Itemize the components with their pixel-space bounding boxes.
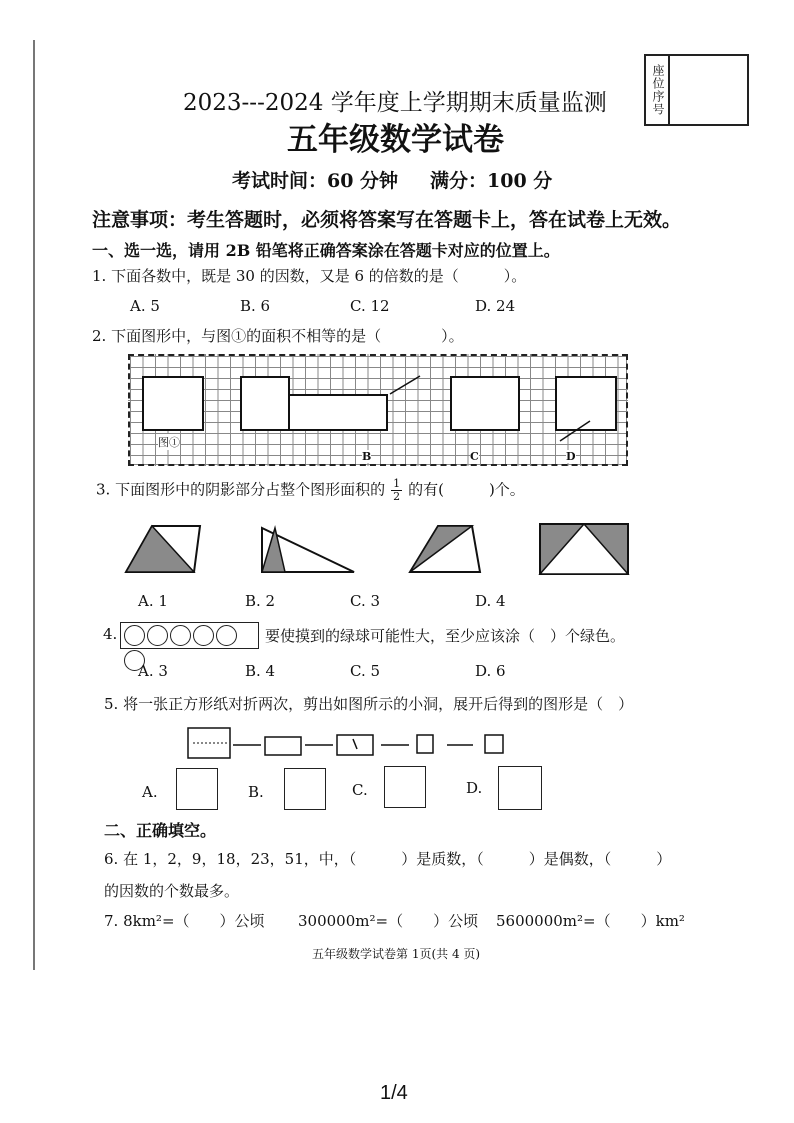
- q4-option-c: C. 5: [350, 662, 381, 680]
- question-5: 5. 将一张正方形纸对折两次，剪出如图所示的小洞，展开后得到的图形是（ ）: [104, 695, 634, 713]
- q3-option-c: C. 3: [350, 592, 381, 610]
- q3-text-before: 3. 下面图形中的阴影部分占整个图形面积的: [96, 480, 386, 499]
- fraction-denominator: 2: [393, 490, 401, 503]
- seat-number-label: 座位序号: [646, 56, 670, 124]
- question-6-line2: 的因数的个数最多。: [104, 882, 240, 900]
- seat-number-box: [644, 54, 749, 126]
- q5-option-d-figure: [498, 766, 542, 810]
- fraction-half: [391, 478, 402, 503]
- question-1: 1. 下面各数中，既是 30 的因数，又是 6 的倍数的是（ ）。: [92, 267, 527, 285]
- notice: 注意事项：考生答题时，必须将答案写在答题卡上，答在试卷上无效。: [92, 209, 682, 231]
- question-3: [96, 478, 525, 503]
- q5-option-a: A.: [142, 783, 158, 801]
- q1-option-b: B. 6: [240, 297, 271, 315]
- exam-title-line1: 2023---2024 学年度上学期期末质量监测: [183, 90, 607, 116]
- q2-label-1: 图①: [158, 436, 180, 449]
- q5-folding-steps: [185, 725, 515, 765]
- q1-option-a: A. 5: [130, 297, 160, 315]
- question-7-part1: 7. 8km²=（ ）公顷: [104, 912, 265, 930]
- q5-option-c: C.: [352, 781, 368, 799]
- q5-option-a-figure: [176, 768, 218, 810]
- question-6-line1: 6. 在 1，2，9，18，23，51，中，（ ）是质数，（ ）是偶数，（ ）: [104, 850, 672, 868]
- q4-option-b: B. 4: [245, 662, 276, 680]
- ball-circle: [124, 625, 145, 646]
- q1-option-d: D. 24: [475, 297, 516, 315]
- q4-option-a: A. 3: [138, 662, 168, 680]
- ball-circle: [147, 625, 168, 646]
- q3-shapes: [120, 520, 640, 582]
- question-2: 2. 下面图形中，与图①的面积不相等的是（ ）。: [92, 327, 464, 345]
- exam-time: 考试时间：60 分钟: [232, 170, 399, 192]
- q2-label-d: D: [566, 450, 576, 463]
- exam-title: 五年级数学试卷: [287, 122, 504, 158]
- q5-option-b-figure: [284, 768, 326, 810]
- q5-option-b: B.: [248, 783, 264, 801]
- q4-number: 4.: [103, 625, 118, 643]
- q3-option-b: B. 2: [245, 592, 276, 610]
- q1-option-c: C. 12: [350, 297, 390, 315]
- q2-grid-figure: [128, 354, 628, 466]
- page-footer: 五年级数学试卷第 1页(共 4 页): [312, 947, 481, 961]
- q3-text-after: 的有( )个。: [408, 480, 525, 499]
- q4-option-d: D. 6: [475, 662, 506, 680]
- page-indicator: 1/4: [380, 1082, 408, 1104]
- question-7-part2: 300000m²=（ ）公顷: [298, 912, 479, 930]
- question-4: 要使摸到的绿球可能性大，至少应该涂（ ）个绿色。: [265, 627, 626, 645]
- question-7-part3: 5600000m²=（ ）km²: [496, 912, 685, 930]
- fraction-numerator: 1: [393, 477, 401, 490]
- q3-option-d: D. 4: [475, 592, 506, 610]
- margin-line: [33, 40, 35, 970]
- ball-circle: [170, 625, 191, 646]
- q5-option-c-figure: [384, 766, 426, 808]
- full-score: 满分：100 分: [430, 170, 553, 192]
- q5-option-d: D.: [466, 779, 483, 797]
- q4-ball-box: [120, 622, 259, 649]
- q2-label-b: B: [362, 450, 372, 463]
- ball-circle: [193, 625, 214, 646]
- section1-heading: 一、选一选，请用 2B 铅笔将正确答案涂在答题卡对应的位置上。: [92, 241, 560, 260]
- q2-label-c: C: [470, 450, 479, 463]
- ball-circle: [216, 625, 237, 646]
- q2-diagonal-lines: [130, 356, 630, 468]
- q3-option-a: A. 1: [138, 592, 168, 610]
- section2-heading: 二、正确填空。: [104, 821, 217, 840]
